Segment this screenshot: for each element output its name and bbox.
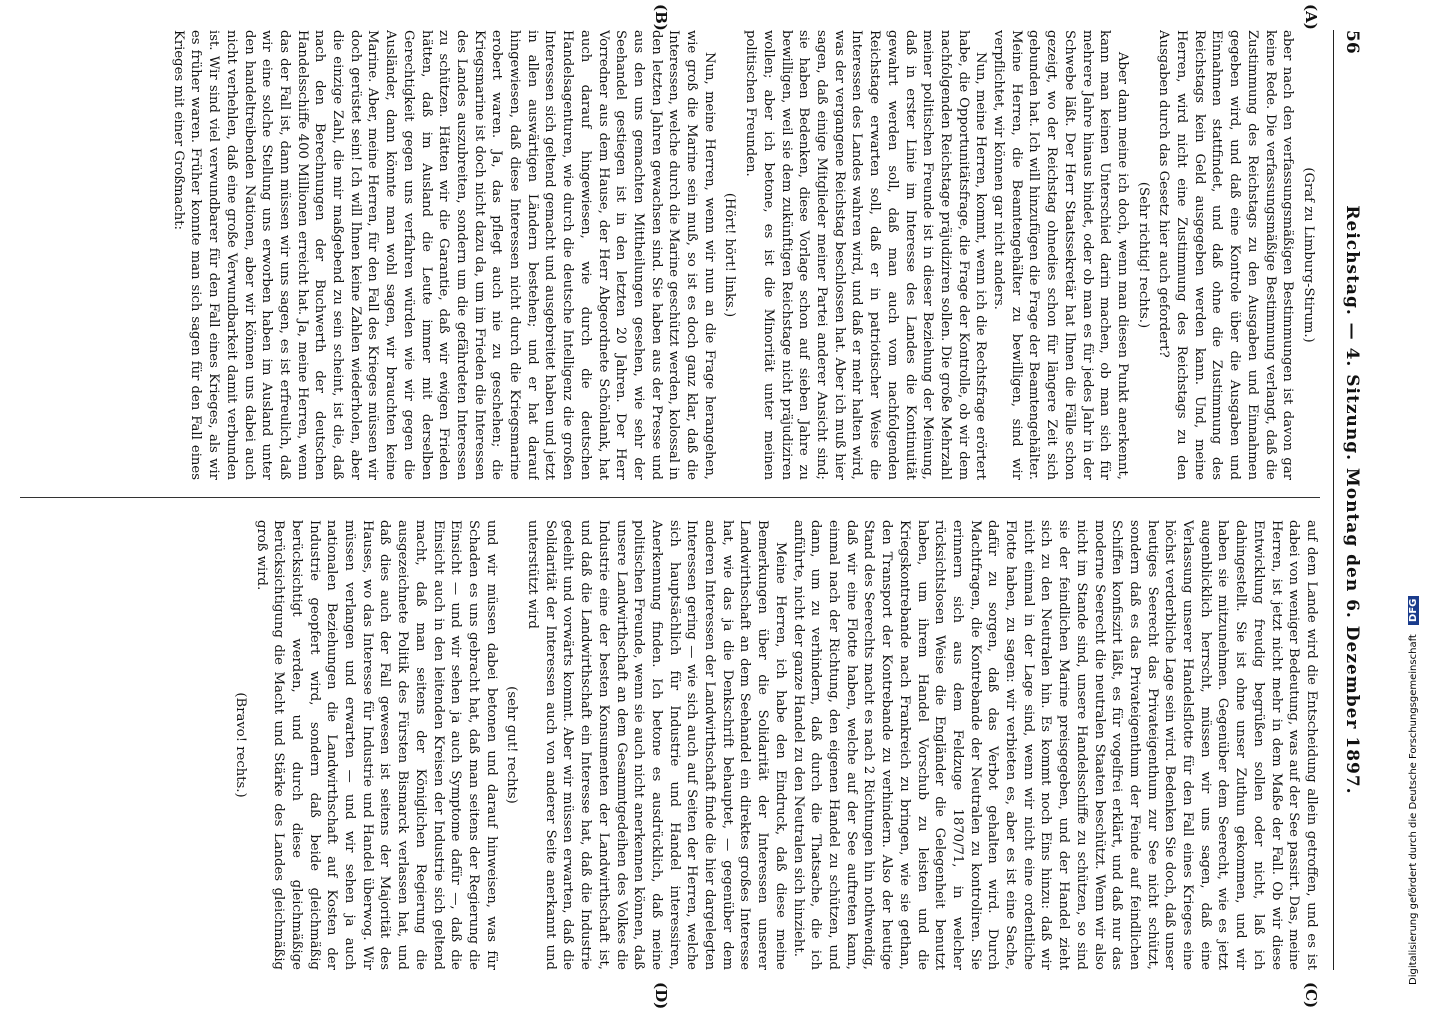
margin-marker-c: (C) [1302, 982, 1320, 1009]
paragraph: Aber dann meine ich doch, wenn man diesen Punkt anerkennt, kann man keinen Unterschied darin machen, ob man sich für mehrere Jahre hinaus bindet, oder ob man es für jedes Jahr in der Schwebe läßt. Der Herr Staatssekretär hat Ihnen die Fälle schon gezeigt, wo der Reichstag ohnedies schon für längere Zeit sich gebunden hat. Ich will hinzufügen die Frage der Beamtengehälter. Meine Herren, die Beamtengehälter zu bewilligen, sind wir verpflichtet, wir können gar nicht anders. [991, 30, 1130, 480]
paragraph: auf dem Lande wird die Entscheidung allein getroffen, und es ist dabei von weniger Bedeutung, was auf der See passirt. Das, meine Herren, ist jetzt nicht mehr in dem Maße der Fall. Ob wir diese Entwicklung freudig begrüßen sollen oder nicht, laß ich dahingestellt. Sie ist ohne unser Zuthun gekommen, und wir haben sie mitzunehmen. Gegenüber dem Seerecht, wie es jetzt augenblicklich herrscht, müssen wir uns sagen, daß eine Verlassung unserer Handelsflotte für den Fall eines Krieges eine höchst verderbliche Lage sein wird. Bedenken Sie doch, daß unser heutiges Seerecht das Privateigenthum zur See nicht schützt, sondern daß es das Privateigenthum der Feinde auf feindlichen Schiffen konfiszirt läßt, es für vogelfrei erklärt, und daß nur das moderne Seerecht die neutralen Staaten beschützt. Wenn wir also nicht im Stande sind, unsere Handelsschiffe zu schützen, so sind sie der feindlichen Marine preisgegeben, und der Handel zieht sich zu den Neutralen hin. Es kommt noch Eins hinzu: daß wir nicht einmal in der Lage sind, wenn wir nicht eine ordentliche Flotte haben, zu sagen: wir verbieten es, aber es ist eine Sache, dafür zu sorgen, daß das Verbot gehalten wird. Durch Machtfragen, die Kontrebande der Neutralen zu kontroliren. Sie erinnern sich aus dem Feldzuge 1870/71, in welcher rücksichtslosen Weise die Engländer die Gelegenheit benutzt haben, um ihrem Handel Vorschub zu leisten und die Kriegskontrebande nach Frankreich zu bringen, wie sie gethan, den Transport der Kontrebande zu verhindern. Also der heutige Stand des Seerechts macht es nach 2 Richtungen hin nothwendig, daß wir eine Flotte haben, welche auf der See auftreten kann, einmal nach der Richtung, den eigenen Handel zu schützen, und dann, um zu verhindern, daß durch die Thatsache, die ich anführte, nicht der ganze Handel zu den Neutralen sich hinzieht. [790, 520, 1319, 970]
page-number: 56 [1342, 30, 1362, 54]
page-title: Reichstag. — 4. Sitzung. Montag den 6. Dezember 1897. [1342, 205, 1362, 795]
interjection: (Bravo! rechts.) [232, 692, 248, 798]
dfg-logo: DFG [1408, 596, 1419, 625]
paragraph: aber nach den verfassungsmäßigen Bestimmungen ist davon gar keine Rede. Die verfassungsmäßige Bestimmung verlangt, daß die Zustimmung des Reichstags zu den Ausgaben und Einnahmen gegeben wird, und daß eine Kontrole über die Ausgaben und Einnahmen stattfindet, und daß ohne die Zustimmung des Reichstags kein Geld ausgegeben werden kann. Und, meine Herren, wird nicht eine Zustimmung des Reichstags zu den Ausgaben durch das Gesetz hier auch gefordert? [1156, 30, 1296, 480]
paragraph: Meine Herren, ich habe den Eindruck, daß diese meine Bemerkungen über die Solidarität der Interessen unserer Landwirthschaft an dem Seehandel ein direktes großes Interesse hat, wie das ja die Denkschrift behauptet, — gegenüber dem anderen Interessen der Landwirthschaft finde die hier dargelegten Interessen gering — wie sich auch auf Seiten der Herren, welche sich hauptsächlich für Industrie und Handel interessiren, Anerkennung finden. Ich betone es ausdrücklich, daß meine politischen Freunde, wenn sie auch nicht anerkennen können, daß unsere Landwirthschaft an dem Gesammtgedeihen des Volkes die Industrie eine der besten Konsumenten der Landwirthschaft ist, und daß die Landwirthschaft ein Interesse hat, daß die Industrie gedeiht und vorwärts kommt. Aber wir müssen erwarten, daß die Solidarität der Interessen auch von anderer Seite anerkannt und unterstützt wird [525, 520, 788, 970]
digitization-credit [1408, 596, 1419, 985]
page-header [1333, 30, 1362, 970]
paragraph: und wir müssen dabei betonen und darauf hinweisen, was für Schaden es uns gebracht hat, daß man seitens der Regierung die Einsicht — und wir sehen ja auch Symptome dafür —, daß die Einsicht auch in den leitenden Kreisen der Industrie sich geltend macht, daß man seitens der Königlichen Regierung die ausgezeichnete Politik des Fürsten Bismarck verlassen hat, und daß dies auch der Fall gewesen ist seitens der Majorität des Hauses, wo das Interesse für Industrie und Handel überwog. Wir müssen verlangen und erwarten — und wir sehen ja auch nationalen Beziehungen die Landwirthschaft auf Kosten der Industrie geopfert wird, sondern daß beide gleichmäßig berücksichtigt werden, und durch diese gleichmäßige Berücksichtigung die Macht und Stärke des Landes gleichmäßig groß wird. [253, 520, 499, 970]
interjection: (Hört! hört! links.) [722, 192, 738, 318]
margin-marker-b: (B) [652, 4, 670, 31]
interjection: (sehr gut! rechts) [504, 686, 520, 804]
margin-marker-d: (D) [652, 982, 670, 1009]
paragraph: Nun, meine Herren, kommt, wenn ich die Rechtsfrage erörtert habe, die Opportunitätsfrage, die Frage der Kontrolle, ob wir dem nachfolgenden Reichstage präjudiziren sollen. Die große Mehrzahl meiner politischen Freunde ist in dieser Beziehung der Meinung, daß in erster Linie im Interesse des Landes die Kontinuität gewahrt werden soll, daß man auch vom nachfolgenden Reichstage erwarten soll, daß er in patriotischer Weise die Interessen des Landes wahren wird, und daß er mehr halten wird, was der vergangene Reichstag beschlossen hat. Aber ich muß hier sagen, daß einige Mitglieder meiner Partei anderer Ansicht sind; sie haben Bedenken, diese Vorlage schon auf sieben Jahre zu bewilligen, weil sie dem zukünftigen Reichstage nicht präjudiziren wollen; aber ich betone, es ist die Minorität unter meinen politischen Freunden. [743, 30, 989, 480]
margin-marker-a: (A) [1302, 4, 1320, 30]
column-divider [20, 497, 1320, 498]
interjection: (Sehr richtig! rechts.) [1135, 181, 1151, 329]
interjection: (Graf zu Limburg-Stirum.) [1301, 167, 1316, 343]
left-text-column [20, 30, 1320, 480]
right-text-column [20, 520, 1320, 970]
credit-text: Digitalisierung gefördert durch die Deutsche Forschungsgemeinschaft [1408, 634, 1419, 985]
paragraph: Nun, meine Herren, wenn wir nun an die Frage herangehen, wie groß die Marine sein muß, so ist es doch ganz klar, daß die Interessen, welche durch die Marine geschützt werden, kolossal in den letzten Jahren gewachsen sind. Sie haben aus der Presse und aus den uns gemachten Mittheilungen gesehen, wie sehr der Seehandel gestiegen ist in den letzten 20 Jahren. Der Herr Vorredner aus dem Hause, der Herr Abgeordnete Schönlank, hat auch darauf hingewiesen, wie durch die deutschen Handelsagenturen, wie durch die deutsche Intelligenz die großen Interessen sich geltend gemacht und ausgebreitet haben und jetzt in allen auswärtigen Ländern bestehen; und er hat darauf hingewiesen, daß diese Interessen nicht durch die Kriegsmarine erobert waren. Ja, das pflegt auch nie zu geschehen; die Kriegsmarine ist doch nicht dazu da, um im Frieden die Interessen des Landes auszubreiten, sondern um die gefährdeten Interessen zu schützen. Hätten wir die Garantie, daß wir ewigen Frieden hätten, daß im Ausland die Leute immer mit derselben Gerechtigkeit gegen uns verfahren würden wie wir gegen die Ausländer, dann könnte man wohl sagen, wir brauchten keine Marine. Aber, meine Herren, für den Fall des Krieges müssen wir doch gerüstet sein! Ich will Ihnen keine Zahlen wiederholen, aber die einzige Zahl, die mir maßgebend zu sein scheint, ist die, daß nach den Berechnungen der Buchwerth der deutschen Handelsschiffe 400 Millionen erreicht hat. Ja, meine Herren, wenn das der Fall ist, dann müssen wir uns sagen, es ist erfreulich, daß wir eine solche Stellung uns erworben haben im Ausland unter den handeltreibenden Nationen, aber wir können uns dabei auch nicht verhehlen, daß eine große Verwundbarkeit damit verbunden ist. Wir sind viel verwundbarer für den Fall eines Krieges, als wir es früher waren. Früher konnte man sich sagen für den Fall eines Krieges mit einer Großmacht: [170, 30, 717, 480]
